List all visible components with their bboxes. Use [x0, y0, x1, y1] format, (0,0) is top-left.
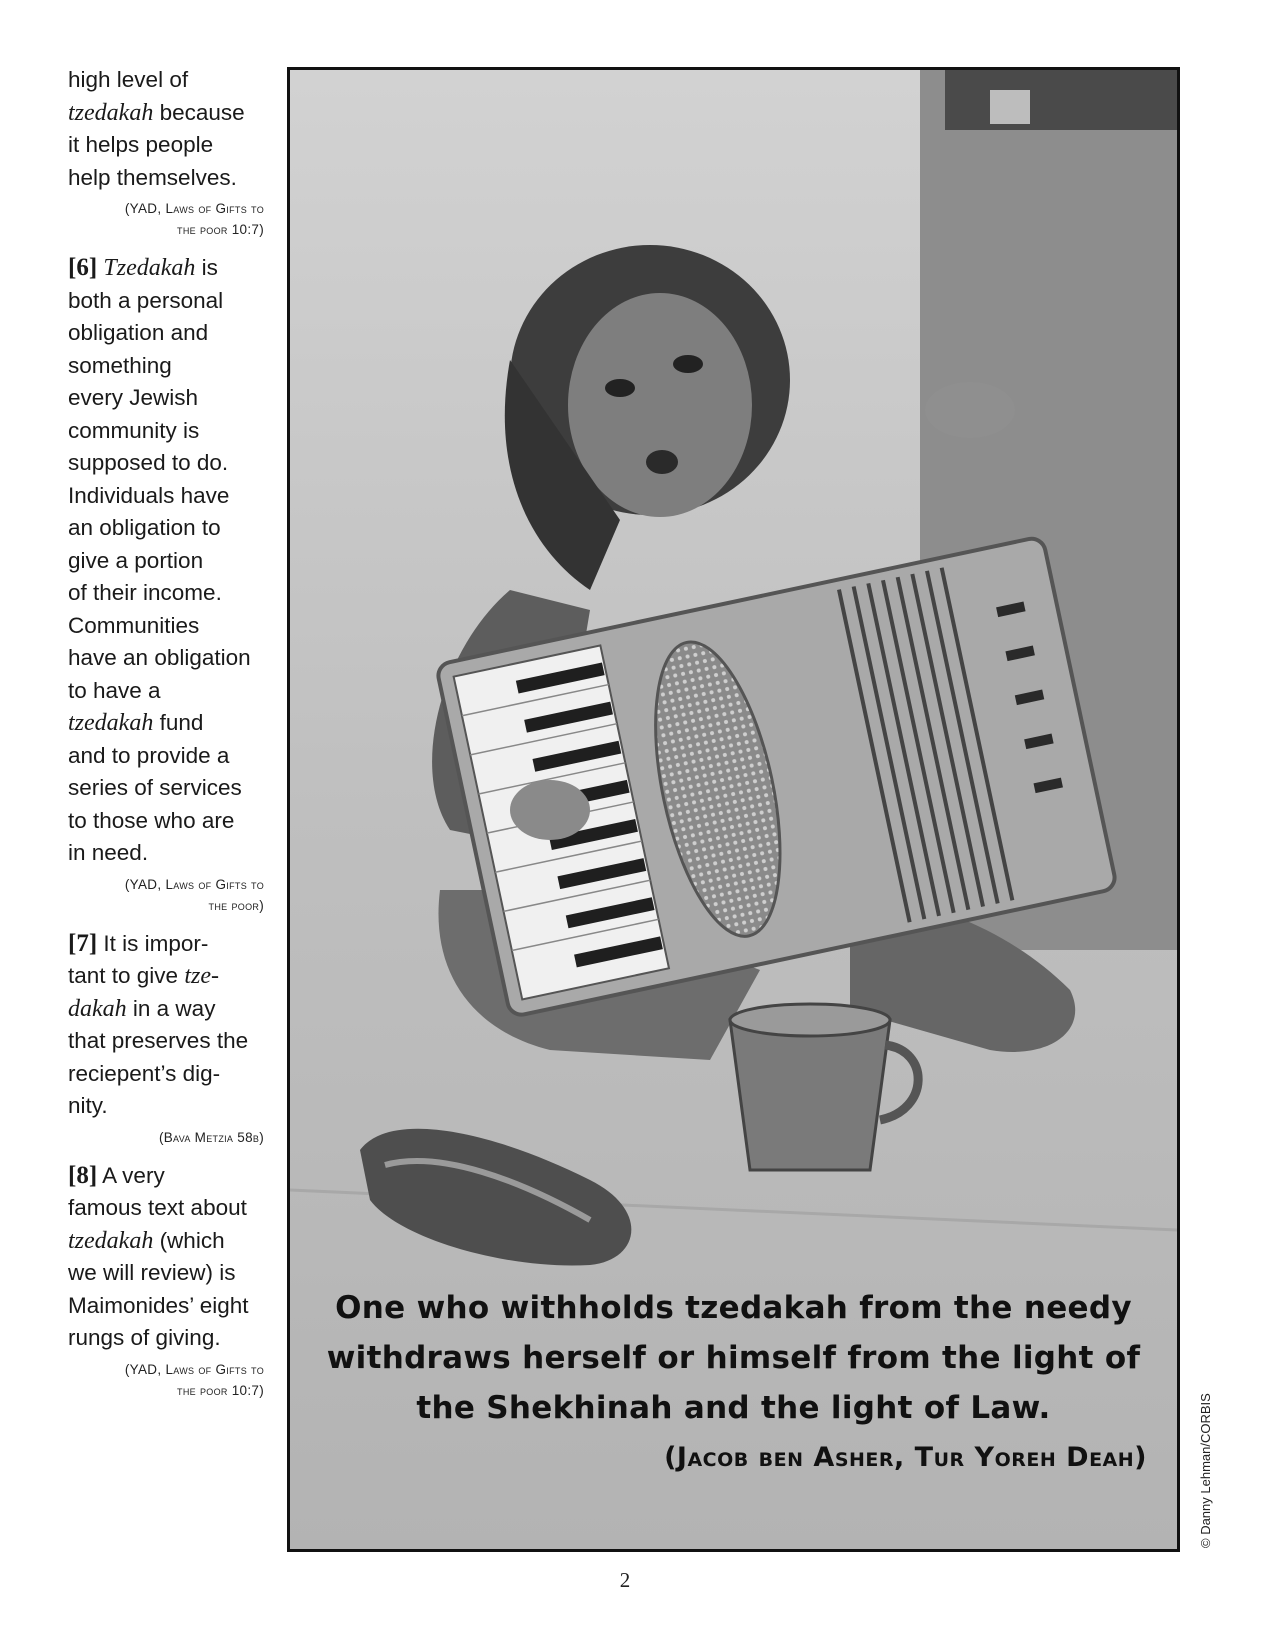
text-line: it helps people — [68, 132, 214, 157]
quote-line: withdraws herself or himself from the light of — [326, 1340, 1141, 1376]
citation-part: (YAD, — [124, 201, 166, 216]
citation-part: the poor) — [208, 897, 264, 913]
text-line: nity. — [68, 1093, 108, 1118]
text-line — [68, 707, 264, 740]
text-line: community is — [68, 417, 200, 443]
quote-line: the Shekhinah and the light of Law. — [416, 1390, 1051, 1426]
text-line: help themselves. — [68, 164, 237, 190]
text-fragment: in a way — [126, 995, 216, 1021]
text-line: we will review) is — [68, 1260, 236, 1285]
quote-line: One who withholds tzedakah from the needy — [335, 1290, 1132, 1326]
text-fragment: because — [153, 99, 245, 125]
citation-part: the poor 10:7) — [177, 222, 264, 237]
photo-frame — [287, 67, 1180, 1552]
paragraph-item-7 — [68, 928, 264, 1123]
text-fragment: tant to give — [68, 963, 185, 988]
photo-credit: © Danny Lehman/CORBIS — [1198, 1393, 1213, 1548]
text-line: famous text about — [68, 1195, 247, 1220]
quote-text — [290, 1283, 1177, 1433]
text-line — [68, 1225, 264, 1258]
text-line: obligation and — [68, 320, 209, 345]
text-line: rungs of giving. — [68, 1325, 221, 1350]
text-line — [68, 252, 264, 285]
page-number: 2 — [619, 1568, 631, 1592]
text-line: of their income. — [68, 580, 222, 605]
italic-term: tzedakah — [68, 710, 154, 736]
text-line: Individuals have — [68, 482, 230, 508]
item-number: [7] — [68, 929, 98, 957]
citation-part: Laws of Gifts to — [165, 201, 264, 216]
text-line: have an obligation — [68, 645, 251, 670]
item-number: [8] — [68, 1161, 98, 1189]
citation-part: (YAD, — [124, 876, 166, 892]
text-fragment: fund — [153, 710, 204, 735]
text-line: an obligation to — [68, 515, 221, 540]
text-line: every Jewish — [68, 385, 199, 410]
text-line: give a portion — [68, 547, 204, 573]
citation-part: Laws of Gifts to — [165, 876, 264, 892]
text-line: high level of — [68, 67, 189, 92]
citation-part: (YAD, — [124, 1361, 166, 1377]
italic-term: tzedakah — [68, 1227, 154, 1254]
quote-citation: (Jacob ben Asher, Tur Yoreh Deah) — [664, 1442, 1147, 1473]
text-fragment: is — [195, 255, 218, 280]
text-line — [68, 97, 264, 130]
sidebar-text-column — [68, 64, 264, 1413]
paragraph-item-8 — [68, 1160, 264, 1355]
text-line: that preserves the — [68, 1028, 249, 1053]
text-line — [68, 960, 264, 993]
text-line — [68, 928, 264, 961]
citation-part: the poor 10:7) — [177, 1382, 264, 1398]
citation-part: Laws of Gifts to — [165, 1361, 264, 1377]
text-fragment: (which — [153, 1227, 225, 1253]
paragraph-intro — [68, 64, 264, 194]
text-line: in need. — [68, 840, 149, 865]
text-line: series of services — [68, 775, 242, 800]
text-line — [68, 1160, 264, 1193]
citation — [68, 1359, 264, 1401]
text-line: Communities — [68, 612, 200, 638]
text-line: Maimonides’ eight — [68, 1292, 249, 1318]
text-line: and to provide a — [68, 742, 230, 768]
italic-term: tze- — [184, 963, 219, 989]
citation — [68, 198, 264, 240]
text-fragment: A very — [97, 1162, 165, 1188]
paragraph-item-6 — [68, 252, 264, 870]
text-fragment: It is impor- — [97, 930, 209, 956]
citation: (Bava Metzia 58b) — [158, 1129, 264, 1145]
text-line: to those who are — [68, 807, 235, 833]
text-line: reciepent’s dig- — [68, 1060, 221, 1086]
text-line: to have a — [68, 677, 161, 703]
text-line — [68, 993, 264, 1026]
italic-term: tzedakah — [68, 99, 154, 126]
citation — [68, 874, 264, 916]
item-number: [6] — [68, 254, 98, 281]
italic-term: Tzedakah — [103, 255, 196, 281]
text-line: both a personal — [68, 287, 224, 313]
text-line: something — [68, 352, 172, 378]
text-line: supposed to do. — [68, 450, 229, 475]
italic-term: dakah — [68, 995, 127, 1022]
